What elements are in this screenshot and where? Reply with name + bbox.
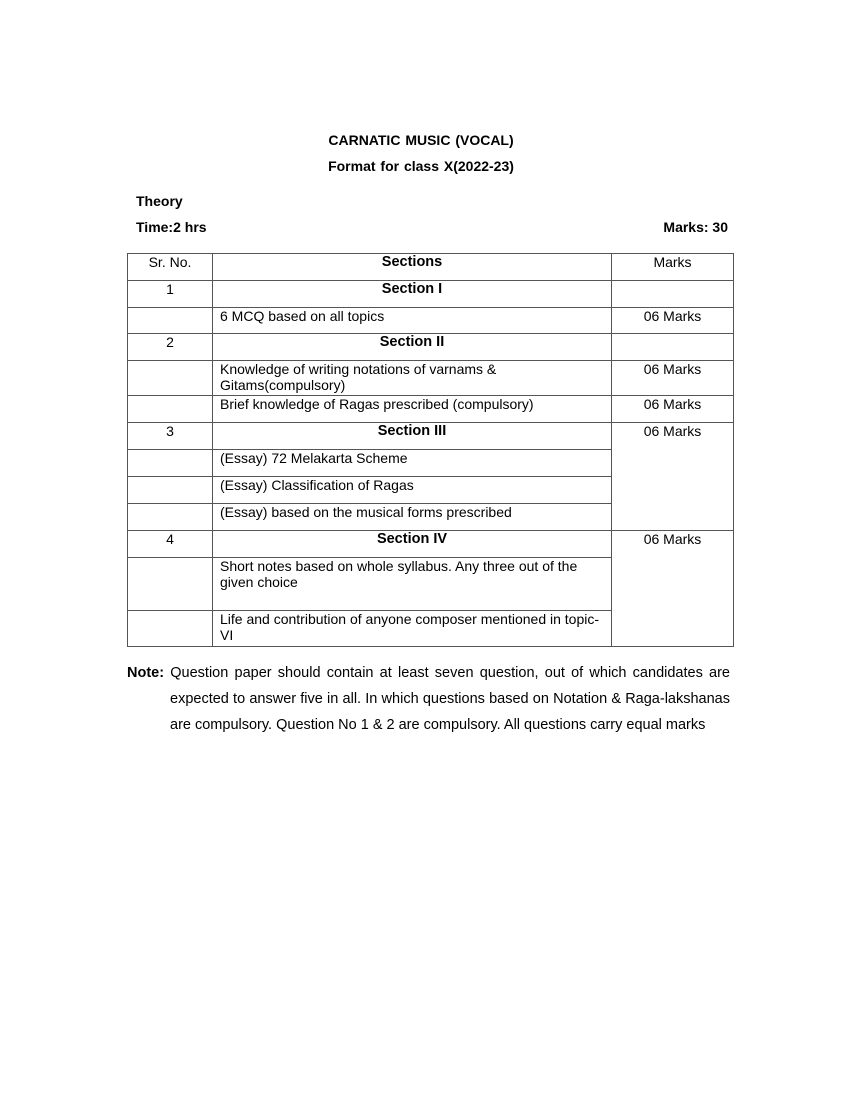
sr-no-cell <box>128 477 213 504</box>
sr-no-cell: 3 <box>128 423 213 450</box>
theory-label: Theory <box>136 193 183 209</box>
topic-cell: Life and contribution of anyone composer mentioned in topic-VI <box>213 611 612 647</box>
marks-cell: 06 Marks <box>612 308 734 334</box>
header-marks: Marks <box>612 254 734 281</box>
topic-cell: (Essay) Classification of Ragas <box>213 477 612 504</box>
sr-no-cell <box>128 308 213 334</box>
table-row <box>128 308 734 334</box>
table-row <box>128 423 734 450</box>
page-title: CARNATIC MUSIC (VOCAL) <box>328 132 514 148</box>
table-header-row <box>128 254 734 281</box>
sr-no-cell <box>128 450 213 477</box>
marks-cell <box>612 281 734 308</box>
table-row <box>128 334 734 361</box>
topic-cell: (Essay) based on the musical forms prescribed <box>213 504 612 531</box>
table-row <box>128 281 734 308</box>
header-sr-no: Sr. No. <box>128 254 213 281</box>
section-heading: Section II <box>213 334 612 361</box>
total-marks-label: Marks: 30 <box>663 219 728 235</box>
sr-no-cell: 4 <box>128 531 213 558</box>
sr-no-cell <box>128 504 213 531</box>
section-heading: Section I <box>213 281 612 308</box>
note-label: Note: <box>127 665 165 681</box>
page-subtitle: Format for class X(2022-23) <box>328 158 514 174</box>
table-row <box>128 531 734 558</box>
marks-cell <box>612 334 734 361</box>
section-heading: Section IV <box>213 531 612 558</box>
format-table <box>127 253 734 647</box>
topic-cell: (Essay) 72 Melakarta Scheme <box>213 450 612 477</box>
topic-cell: 6 MCQ based on all topics <box>213 308 612 334</box>
section-heading: Section III <box>213 423 612 450</box>
time-label: Time:2 hrs <box>136 219 207 235</box>
sr-no-cell <box>128 396 213 423</box>
header-sections: Sections <box>213 254 612 281</box>
marks-cell: 06 Marks <box>612 361 734 396</box>
marks-cell: 06 Marks <box>612 396 734 423</box>
note-text: Question paper should contain at least seven question, out of which candidates are expected to answer five in all. In which questions based on Notation & Raga-lakshanas are compulsory. Question No 1 & 2 are compulsory. All questions carry equal marks <box>170 665 730 733</box>
marks-cell: 06 Marks <box>612 423 734 531</box>
sr-no-cell: 2 <box>128 334 213 361</box>
sr-no-cell <box>128 611 213 647</box>
topic-cell: Brief knowledge of Ragas prescribed (compulsory) <box>213 396 612 423</box>
table-row <box>128 361 734 396</box>
topic-cell: Short notes based on whole syllabus. Any three out of the given choice <box>213 558 612 611</box>
sr-no-cell: 1 <box>128 281 213 308</box>
topic-cell: Knowledge of writing notations of varnams & Gitams(compulsory) <box>213 361 612 396</box>
marks-cell: 06 Marks <box>612 531 734 647</box>
sr-no-cell <box>128 558 213 611</box>
note-block <box>127 660 730 738</box>
table-row <box>128 396 734 423</box>
sr-no-cell <box>128 361 213 396</box>
